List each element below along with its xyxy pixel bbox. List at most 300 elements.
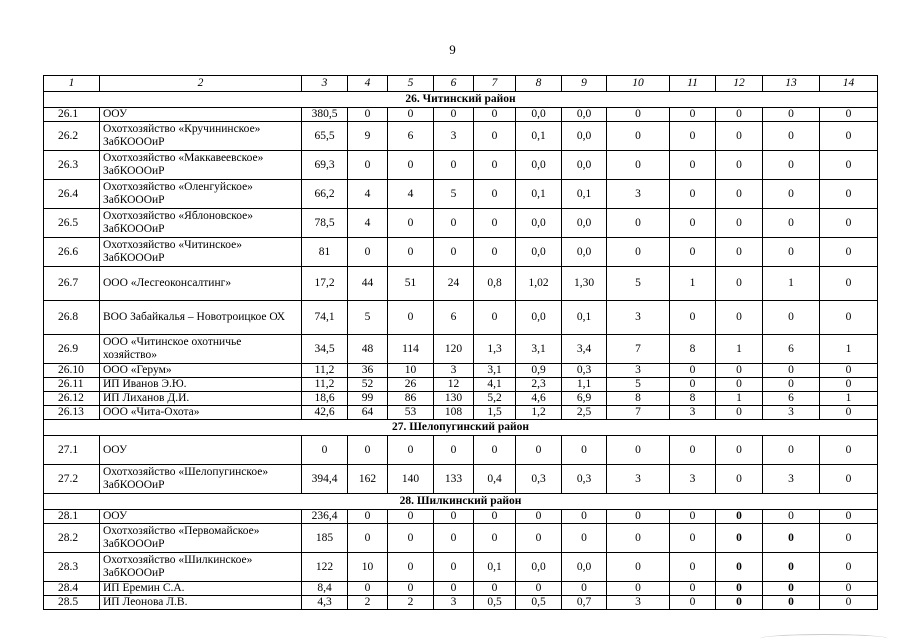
table-row xyxy=(44,510,878,524)
organization-name: ИП Леонова Л.В. xyxy=(100,596,302,610)
row-number: 26.11 xyxy=(44,378,100,392)
table-cell: 140 xyxy=(388,465,434,494)
column-header: 1 xyxy=(44,76,100,92)
table-cell: 53 xyxy=(388,406,434,420)
organization-name: ООУ xyxy=(100,108,302,122)
column-number-row xyxy=(44,76,878,92)
table-cell: 0 xyxy=(670,596,716,610)
table-cell: 0 xyxy=(716,267,763,301)
table-cell: 0 xyxy=(388,436,434,465)
column-header: 7 xyxy=(474,76,516,92)
table-body xyxy=(44,76,878,610)
table-cell: 0,1 xyxy=(474,553,516,582)
table-cell: 0 xyxy=(474,436,516,465)
table-cell: 8 xyxy=(607,392,670,406)
table-cell: 44 xyxy=(348,267,388,301)
table-cell: 0 xyxy=(474,108,516,122)
column-header: 6 xyxy=(434,76,474,92)
page-number: 9 xyxy=(449,42,456,57)
organization-name: Охотхозяйство «Яблоновское» ЗабКОООиР xyxy=(100,209,302,238)
table-cell: 81 xyxy=(302,238,348,267)
table-cell: 3 xyxy=(607,301,670,335)
table-cell: 6 xyxy=(763,392,820,406)
scan-mark xyxy=(760,634,888,643)
table-row xyxy=(44,364,878,378)
table-cell: 0 xyxy=(562,436,607,465)
table-cell: 0 xyxy=(348,108,388,122)
table-cell: 8 xyxy=(670,335,716,364)
table-cell: 0 xyxy=(562,582,607,596)
organization-name: Охотхозяйство «Первомайское» ЗабКОООиР xyxy=(100,524,302,553)
table-cell: 0 xyxy=(607,553,670,582)
table-cell: 1,02 xyxy=(516,267,562,301)
table-cell: 0 xyxy=(820,209,878,238)
table-cell: 0 xyxy=(763,436,820,465)
organization-name: ООО «Чита-Охота» xyxy=(100,406,302,420)
table-cell: 11,2 xyxy=(302,378,348,392)
table-cell: 0,7 xyxy=(562,596,607,610)
section-header-row xyxy=(44,494,878,510)
row-number: 26.1 xyxy=(44,108,100,122)
table-cell: 1 xyxy=(716,335,763,364)
table-cell: 0 xyxy=(716,406,763,420)
table-row xyxy=(44,596,878,610)
table-cell: 10 xyxy=(348,553,388,582)
table-cell: 0 xyxy=(388,301,434,335)
table-cell: 17,2 xyxy=(302,267,348,301)
table-cell: 1 xyxy=(763,267,820,301)
column-header: 10 xyxy=(607,76,670,92)
organization-name: ООУ xyxy=(100,510,302,524)
table-cell: 0 xyxy=(820,301,878,335)
table-cell: 0 xyxy=(388,238,434,267)
table-row xyxy=(44,238,878,267)
organization-name: Охотхозяйство «Шелопугинское» ЗабКОООиР xyxy=(100,465,302,494)
table-cell: 0,8 xyxy=(474,267,516,301)
table-cell: 0 xyxy=(434,151,474,180)
section-header-row xyxy=(44,420,878,436)
table-row xyxy=(44,378,878,392)
table-cell: 2 xyxy=(388,596,434,610)
table-cell: 162 xyxy=(348,465,388,494)
row-number: 27.1 xyxy=(44,436,100,465)
table-cell: 0 xyxy=(763,209,820,238)
table-cell: 0 xyxy=(670,378,716,392)
table-row xyxy=(44,151,878,180)
row-number: 26.12 xyxy=(44,392,100,406)
table-cell: 0 xyxy=(820,238,878,267)
table-cell: 2,3 xyxy=(516,378,562,392)
table-cell: 1 xyxy=(820,392,878,406)
table-cell: 0 xyxy=(607,122,670,151)
column-header: 9 xyxy=(562,76,607,92)
table-cell: 0 xyxy=(474,151,516,180)
table-cell: 3 xyxy=(763,465,820,494)
table-cell: 6 xyxy=(434,301,474,335)
table-cell: 0 xyxy=(348,151,388,180)
section-title: 27. Шелопугинский район xyxy=(44,420,878,436)
row-number: 26.3 xyxy=(44,151,100,180)
table-cell: 0,0 xyxy=(562,553,607,582)
table-cell: 34,5 xyxy=(302,335,348,364)
table-cell: 3 xyxy=(434,122,474,151)
table-cell: 3 xyxy=(607,465,670,494)
table-cell: 0 xyxy=(607,510,670,524)
table-cell: 1 xyxy=(820,335,878,364)
table-cell: 6 xyxy=(763,335,820,364)
table-cell: 0 xyxy=(670,510,716,524)
column-header: 13 xyxy=(763,76,820,92)
table-cell: 3 xyxy=(434,596,474,610)
table-cell: 3 xyxy=(607,364,670,378)
table-cell: 0 xyxy=(820,436,878,465)
table-row xyxy=(44,108,878,122)
table-row xyxy=(44,209,878,238)
organization-name: ВОО Забайкалья – Новотроицкое ОХ xyxy=(100,301,302,335)
table-cell: 0 xyxy=(716,510,763,524)
table-cell: 0 xyxy=(516,582,562,596)
table-cell: 0 xyxy=(474,122,516,151)
table-cell: 0 xyxy=(820,378,878,392)
table-cell: 0 xyxy=(820,180,878,209)
organization-name: Охотхозяйство «Читинское» ЗабКОООиР xyxy=(100,238,302,267)
table-cell: 0,0 xyxy=(516,209,562,238)
table-cell: 0 xyxy=(763,596,820,610)
table-cell: 3 xyxy=(670,406,716,420)
organization-name: Охотхозяйство «Маккавеевское» ЗабКОООиР xyxy=(100,151,302,180)
table-cell: 0,5 xyxy=(474,596,516,610)
table-cell: 0 xyxy=(388,553,434,582)
table-cell: 78,5 xyxy=(302,209,348,238)
row-number: 28.3 xyxy=(44,553,100,582)
table-cell: 0 xyxy=(670,301,716,335)
table-cell: 48 xyxy=(348,335,388,364)
table-row xyxy=(44,553,878,582)
table-cell: 0 xyxy=(670,209,716,238)
table-cell: 0 xyxy=(516,524,562,553)
table-cell: 0,3 xyxy=(562,364,607,378)
table-row xyxy=(44,335,878,364)
table-cell: 0 xyxy=(348,524,388,553)
table-cell: 0 xyxy=(434,582,474,596)
table-cell: 122 xyxy=(302,553,348,582)
table-cell: 114 xyxy=(388,335,434,364)
table-cell: 0 xyxy=(607,151,670,180)
row-number: 26.10 xyxy=(44,364,100,378)
table-cell: 0 xyxy=(474,301,516,335)
table-cell: 1 xyxy=(716,392,763,406)
table-cell: 1,30 xyxy=(562,267,607,301)
table-cell: 12 xyxy=(434,378,474,392)
table-cell: 0 xyxy=(716,301,763,335)
table-cell: 0 xyxy=(820,108,878,122)
column-header: 2 xyxy=(100,76,302,92)
table-cell: 4,6 xyxy=(516,392,562,406)
table-cell: 0 xyxy=(763,582,820,596)
table-cell: 0 xyxy=(820,510,878,524)
table-cell: 51 xyxy=(388,267,434,301)
table-cell: 0 xyxy=(607,108,670,122)
table-cell: 6 xyxy=(388,122,434,151)
table-cell: 0 xyxy=(716,378,763,392)
table-cell: 0 xyxy=(607,209,670,238)
table-cell: 0 xyxy=(820,524,878,553)
table-cell: 86 xyxy=(388,392,434,406)
organization-name: Охотхозяйство «Оленгуйское» ЗабКОООиР xyxy=(100,180,302,209)
table-cell: 3 xyxy=(763,406,820,420)
table-cell: 133 xyxy=(434,465,474,494)
table-cell: 0,9 xyxy=(516,364,562,378)
table-cell: 3 xyxy=(670,465,716,494)
table-cell: 0 xyxy=(763,378,820,392)
table-cell: 0 xyxy=(434,209,474,238)
table-cell: 66,2 xyxy=(302,180,348,209)
table-cell: 0 xyxy=(820,465,878,494)
table-cell: 0 xyxy=(670,180,716,209)
table-cell: 5 xyxy=(607,378,670,392)
table-cell: 0,0 xyxy=(562,108,607,122)
table-cell: 18,6 xyxy=(302,392,348,406)
table-cell: 4 xyxy=(348,209,388,238)
section-title: 28. Шилкинский район xyxy=(44,494,878,510)
table-cell: 0 xyxy=(763,180,820,209)
table-cell: 0 xyxy=(820,364,878,378)
row-number: 26.13 xyxy=(44,406,100,420)
table-cell: 0 xyxy=(763,151,820,180)
table-cell: 0 xyxy=(474,582,516,596)
table-cell: 0,3 xyxy=(562,465,607,494)
table-cell: 0,1 xyxy=(562,180,607,209)
table-cell: 0 xyxy=(348,436,388,465)
table-cell: 0 xyxy=(474,209,516,238)
table-cell: 3,1 xyxy=(516,335,562,364)
table-cell: 0 xyxy=(434,524,474,553)
table-cell: 0 xyxy=(474,524,516,553)
table-row xyxy=(44,582,878,596)
table-row xyxy=(44,180,878,209)
table-cell: 0 xyxy=(716,596,763,610)
table-cell: 0 xyxy=(474,510,516,524)
row-number: 28.1 xyxy=(44,510,100,524)
table-cell: 0 xyxy=(474,238,516,267)
table-cell: 0 xyxy=(388,108,434,122)
table-cell: 0 xyxy=(763,301,820,335)
table-cell: 0 xyxy=(474,180,516,209)
table-cell: 0,0 xyxy=(516,151,562,180)
table-cell: 0,3 xyxy=(516,465,562,494)
table-cell: 0 xyxy=(820,553,878,582)
table-cell: 0 xyxy=(434,108,474,122)
organization-name: ИП Иванов Э.Ю. xyxy=(100,378,302,392)
table-cell: 0 xyxy=(670,238,716,267)
table-cell: 0 xyxy=(607,582,670,596)
organization-name: ООУ xyxy=(100,436,302,465)
table-cell: 0 xyxy=(434,553,474,582)
table-cell: 0 xyxy=(763,524,820,553)
table-cell: 3,1 xyxy=(474,364,516,378)
table-cell: 69,3 xyxy=(302,151,348,180)
table-cell: 0 xyxy=(562,510,607,524)
table-cell: 0 xyxy=(820,151,878,180)
table-cell: 0 xyxy=(607,238,670,267)
organization-name: Охотхозяйство «Шилкинское» ЗабКОООиР xyxy=(100,553,302,582)
table-cell: 0 xyxy=(716,122,763,151)
table-cell: 4 xyxy=(348,180,388,209)
table-cell: 0 xyxy=(607,436,670,465)
table-cell: 0 xyxy=(388,209,434,238)
row-number: 28.5 xyxy=(44,596,100,610)
table-cell: 0,1 xyxy=(516,122,562,151)
table-cell: 0,0 xyxy=(516,108,562,122)
table-cell: 0 xyxy=(434,510,474,524)
table-cell: 24 xyxy=(434,267,474,301)
table-cell: 5 xyxy=(607,267,670,301)
table-cell: 11,2 xyxy=(302,364,348,378)
table-cell: 0 xyxy=(820,122,878,151)
table-cell: 10 xyxy=(388,364,434,378)
table-cell: 3 xyxy=(607,596,670,610)
table-cell: 0 xyxy=(716,238,763,267)
column-header: 12 xyxy=(716,76,763,92)
table-cell: 0 xyxy=(670,151,716,180)
table-cell: 0 xyxy=(348,510,388,524)
table-cell: 0 xyxy=(716,465,763,494)
column-header: 14 xyxy=(820,76,878,92)
table-row xyxy=(44,465,878,494)
table-cell: 1 xyxy=(670,267,716,301)
table-cell: 0 xyxy=(670,108,716,122)
column-header: 11 xyxy=(670,76,716,92)
table-cell: 0 xyxy=(516,436,562,465)
row-number: 26.7 xyxy=(44,267,100,301)
row-number: 26.9 xyxy=(44,335,100,364)
table-cell: 0 xyxy=(670,122,716,151)
table-cell: 0 xyxy=(388,510,434,524)
table-cell: 185 xyxy=(302,524,348,553)
table-cell: 0 xyxy=(716,436,763,465)
table-row xyxy=(44,122,878,151)
table-cell: 0 xyxy=(434,238,474,267)
organization-name: Охотхозяйство «Кручининское» ЗабКОООиР xyxy=(100,122,302,151)
table-cell: 0,1 xyxy=(516,180,562,209)
table-cell: 7 xyxy=(607,406,670,420)
table-cell: 0 xyxy=(716,582,763,596)
table-cell: 3,4 xyxy=(562,335,607,364)
organization-name: ООО «Лесгеоконсалтинг» xyxy=(100,267,302,301)
table-cell: 0 xyxy=(820,582,878,596)
section-title: 26. Читинский район xyxy=(44,92,878,108)
table-cell: 0 xyxy=(516,510,562,524)
table-cell: 0,0 xyxy=(516,553,562,582)
table-cell: 0 xyxy=(716,553,763,582)
row-number: 26.2 xyxy=(44,122,100,151)
table-cell: 380,5 xyxy=(302,108,348,122)
table-row xyxy=(44,301,878,335)
table-cell: 0 xyxy=(763,238,820,267)
table-cell: 64 xyxy=(348,406,388,420)
table-cell: 7 xyxy=(607,335,670,364)
table-cell: 8 xyxy=(670,392,716,406)
table-cell: 8,4 xyxy=(302,582,348,596)
table-cell: 0 xyxy=(820,267,878,301)
data-table xyxy=(43,75,878,610)
table-cell: 99 xyxy=(348,392,388,406)
column-header: 8 xyxy=(516,76,562,92)
table-cell: 0,0 xyxy=(562,238,607,267)
table-cell: 6,9 xyxy=(562,392,607,406)
organization-name: ИП Еремин С.А. xyxy=(100,582,302,596)
table-cell: 0 xyxy=(763,553,820,582)
table-cell: 74,1 xyxy=(302,301,348,335)
table-cell: 130 xyxy=(434,392,474,406)
table-cell: 120 xyxy=(434,335,474,364)
table-cell: 0,0 xyxy=(562,151,607,180)
table-row xyxy=(44,267,878,301)
table-cell: 5,2 xyxy=(474,392,516,406)
table-cell: 4 xyxy=(388,180,434,209)
table-cell: 0 xyxy=(763,108,820,122)
column-header: 4 xyxy=(348,76,388,92)
table-row xyxy=(44,392,878,406)
table-cell: 0 xyxy=(670,553,716,582)
row-number: 26.4 xyxy=(44,180,100,209)
table-cell: 0 xyxy=(716,209,763,238)
table-cell: 0 xyxy=(820,406,878,420)
table-cell: 108 xyxy=(434,406,474,420)
table-cell: 0,0 xyxy=(516,301,562,335)
row-number: 27.2 xyxy=(44,465,100,494)
table-cell: 0 xyxy=(388,151,434,180)
table-cell: 0 xyxy=(716,364,763,378)
table-cell: 2,5 xyxy=(562,406,607,420)
table-cell: 0 xyxy=(388,582,434,596)
table-cell: 0 xyxy=(670,582,716,596)
row-number: 26.5 xyxy=(44,209,100,238)
organization-name: ООО «Герум» xyxy=(100,364,302,378)
table-cell: 0 xyxy=(348,238,388,267)
row-number: 28.4 xyxy=(44,582,100,596)
table-cell: 65,5 xyxy=(302,122,348,151)
table-cell: 0 xyxy=(716,151,763,180)
table-cell: 1,3 xyxy=(474,335,516,364)
table-cell: 1,1 xyxy=(562,378,607,392)
table-cell: 1,5 xyxy=(474,406,516,420)
table-cell: 26 xyxy=(388,378,434,392)
table-cell: 0 xyxy=(820,596,878,610)
table-cell: 0,0 xyxy=(516,238,562,267)
organization-name: ИП Лиханов Д.И. xyxy=(100,392,302,406)
table-cell: 4,3 xyxy=(302,596,348,610)
table-cell: 0 xyxy=(763,122,820,151)
table-cell: 3 xyxy=(434,364,474,378)
table-cell: 0,1 xyxy=(562,301,607,335)
table-cell: 0 xyxy=(716,180,763,209)
column-header: 5 xyxy=(388,76,434,92)
table-cell: 0 xyxy=(607,524,670,553)
table-cell: 5 xyxy=(434,180,474,209)
table-cell: 0 xyxy=(302,436,348,465)
table-cell: 3 xyxy=(607,180,670,209)
table-cell: 4,1 xyxy=(474,378,516,392)
table-cell: 0,0 xyxy=(562,122,607,151)
table-cell: 0 xyxy=(716,524,763,553)
row-number: 26.6 xyxy=(44,238,100,267)
table-cell: 394,4 xyxy=(302,465,348,494)
table-cell: 0 xyxy=(388,524,434,553)
table-cell: 5 xyxy=(348,301,388,335)
section-header-row xyxy=(44,92,878,108)
table-cell: 0 xyxy=(763,364,820,378)
